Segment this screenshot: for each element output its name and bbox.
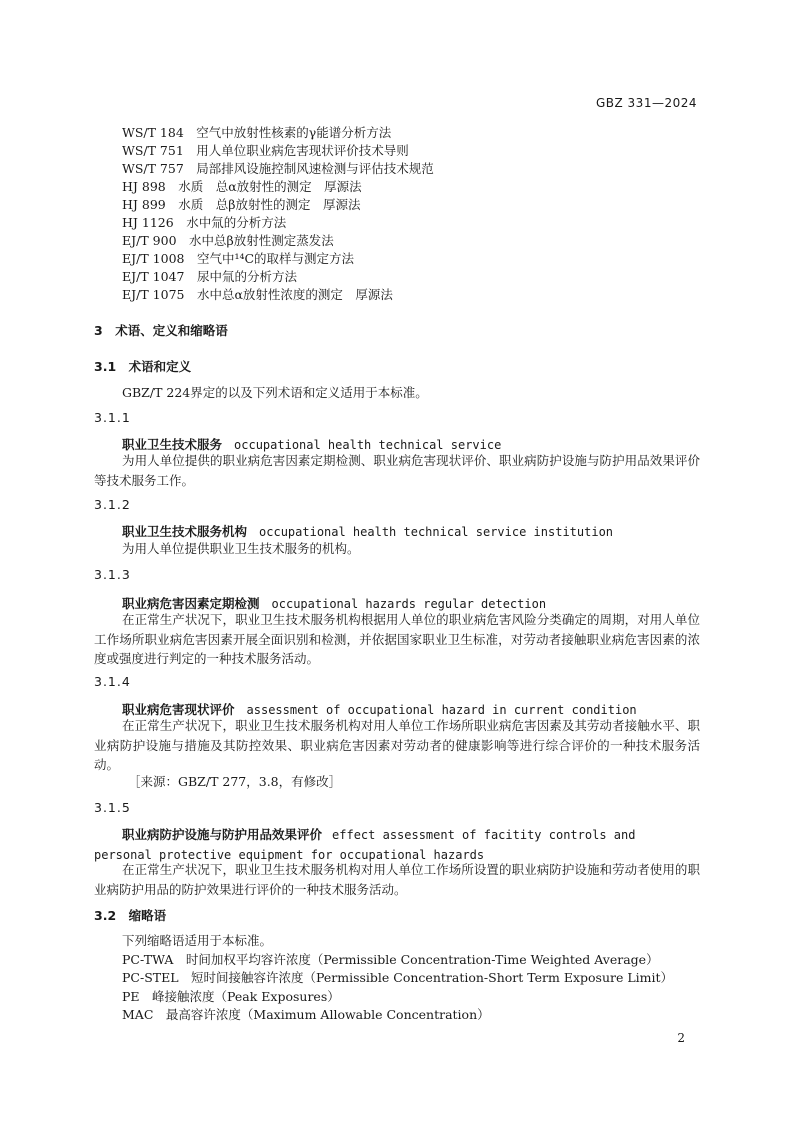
- reference-item: WS/T 757 局部排风设施控制风速检测与评估技术规范: [122, 161, 434, 176]
- section-3-1-heading: 3.1 术语和定义: [94, 359, 192, 374]
- abbreviation-item: PC-STEL 短时间接触容许浓度（Permissible Concentration-Short Term Exposure Limit）: [122, 970, 674, 985]
- term-en: effect assessment of facitity controls and personal protective equipment for occupational hazards: [94, 828, 636, 862]
- term-number: 3.1.1: [94, 410, 131, 425]
- term-zh: 职业病危害现状评价: [122, 702, 235, 717]
- reference-item: WS/T 184 空气中放射性核素的γ能谱分析方法: [122, 125, 392, 140]
- term-heading: [94, 825, 700, 865]
- abbreviation-item: PC-TWA 时间加权平均容许浓度（Permissible Concentration-Time Weighted Average）: [122, 952, 659, 967]
- standard-number: GBZ 331—2024: [595, 96, 697, 110]
- reference-item: WS/T 751 用人单位职业病危害现状评价技术导则: [122, 143, 409, 158]
- term-definition: 在正常生产状况下，职业卫生技术服务机构根据用人单位的职业病危害风险分类确定的周期，对用人单位工作场所职业病危害因素开展全面识别和检测，并依据国家职业卫生标准，对劳动者接触职业病危害因素的浓度或强度进行判定的一种技术服务活动。: [94, 612, 700, 666]
- term-zh: 职业卫生技术服务: [122, 437, 223, 452]
- reference-item: HJ 1126 水中氚的分析方法: [122, 215, 287, 230]
- term-en: occupational hazards regular detection: [271, 597, 547, 611]
- term-definition: 为用人单位提供职业卫生技术服务的机构。: [122, 541, 360, 556]
- term-source: ［来源：GBZ/T 277，3.8，有修改］: [128, 774, 342, 789]
- term-number: 3.1.5: [94, 800, 131, 815]
- term-number: 3.1.3: [94, 567, 131, 582]
- reference-item: HJ 898 水质 总α放射性的测定 厚源法: [122, 179, 362, 194]
- term-number: 3.1.2: [94, 497, 131, 512]
- reference-item: HJ 899 水质 总β放射性的测定 厚源法: [122, 197, 361, 212]
- abbreviation-item: MAC 最高容许浓度（Maximum Allowable Concentration）: [122, 1007, 490, 1022]
- abbreviation-intro: 下列缩略语适用于本标准。: [122, 933, 273, 948]
- term-number: 3.1.4: [94, 674, 131, 689]
- reference-item: EJ/T 900 水中总β放射性测定蒸发法: [122, 233, 334, 248]
- term-zh: 职业病防护设施与防护用品效果评价: [122, 827, 323, 842]
- section-3-2-heading: 3.2 缩略语: [94, 908, 167, 923]
- term-definition: 在正常生产状况下，职业卫生技术服务机构对用人单位工作场所职业病危害因素及其劳动者接触水平、职业病防护设施与措施及其防控效果、职业病危害因素对劳动者的健康影响等进行综合评价的一种技术服务活动。: [94, 718, 700, 772]
- reference-item: EJ/T 1075 水中总α放射性浓度的测定 厚源法: [122, 287, 393, 302]
- term-definition: 为用人单位提供的职业病危害因素定期检测、职业病危害现状评价、职业病防护设施与防护用品效果评价等技术服务工作。: [94, 453, 700, 488]
- section-3-heading: 3 术语、定义和缩略语: [94, 323, 228, 338]
- abbreviation-item: PE 峰接触浓度（Peak Exposures）: [122, 989, 340, 1004]
- term-definition: 在正常生产状况下，职业卫生技术服务机构对用人单位工作场所设置的职业病防护设施和劳动者使用的职业病防护用品的防护效果进行评价的一种技术服务活动。: [94, 862, 700, 897]
- reference-item: EJ/T 1008 空气中¹⁴C的取样与测定方法: [122, 251, 355, 266]
- reference-item: EJ/T 1047 尿中氚的分析方法: [122, 269, 297, 284]
- term-en: assessment of occupational hazard in current condition: [246, 703, 637, 717]
- term-zh: 职业卫生技术服务机构: [122, 524, 248, 539]
- page-number: 2: [677, 1031, 685, 1045]
- term-en: occupational health technical service institution: [259, 525, 614, 539]
- term-heading: [122, 522, 613, 540]
- section-3-1-intro: GBZ/T 224界定的以及下列术语和定义适用于本标准。: [122, 385, 428, 400]
- term-en: occupational health technical service: [234, 438, 502, 452]
- term-zh: 职业病危害因素定期检测: [122, 596, 260, 611]
